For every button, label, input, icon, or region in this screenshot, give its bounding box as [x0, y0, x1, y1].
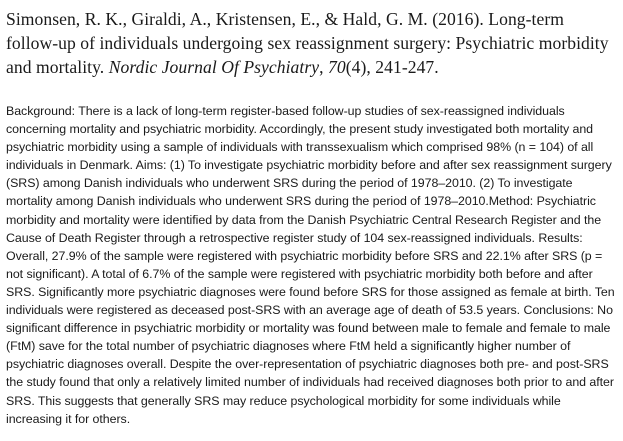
citation: Simonsen, R. K., Giraldi, A., Kristensen, E., & Hald, G. M. (2016). Long-term follow-up of individuals undergoing sex reassignment surgery: Psychiatric morbidity and mortality. Nordic Journal Of Psychiatry, 70(4), 241-247. — [6, 9, 609, 77]
abstract-text: Background: There is a lack of long-term register-based follow-up studies of sex-reassigned individuals concerning mortality and psychiatric morbidity. Accordingly, the present study investigated both mortality and psychiatric morbidity using a sample of individuals with transsexualism which comprised 98% (n = 104) of all individuals in Denmark. Aims: (1) To investigate psychiatric morbidity before and after sex reassignment surgery (SRS) among Danish individuals who underwent SRS during the period of 1978–2010. (2) To investigate mortality among Danish individuals who underwent SRS during the period of 1978–2010.Method: Psychiatric morbidity and mortality were identified by data from the Danish Psychiatric Central Research Register and the Cause of Death Register through a retrospective register study of 104 sex-reassigned individuals. Results: Overall, 27.9% of the sample were registered with psychiatric morbidity before SRS and 22.1% after SRS (p = not significant). A total of 6.7% of the sample were registered with psychiatric morbidity both before and after SRS. Significantly more psychiatric diagnoses were found before SRS for those assigned as female at birth. Ten individuals were registered as deceased post-SRS with an average age of death of 53.5 years. Conclusions: No significant difference in psychiatric morbidity or mortality was found between male to female and female to male (FtM) save for the total number of psychiatric diagnoses where FtM held a significantly higher number of psychiatric diagnoses overall. Despite the over-representation of psychiatric diagnoses both pre- and post-SRS the study found that only a relatively limited number of individuals had received diagnoses both prior to and after SRS. This suggests that generally SRS may reduce psychological morbidity for some individuals while increasing it for others. — [6, 104, 615, 426]
citation-journal: Nordic Journal Of Psychiatry — [108, 57, 320, 77]
citation-authors-title: Simonsen, R. K., Giraldi, A., Kristensen, E., & Hald, G. M. (2016). Long-term follow-up of individuals undergoing sex reassignment surgery: Psychiatric morbidity and mortality. — [6, 9, 609, 77]
citation-issue-pages: (4), 241-247. — [345, 57, 439, 77]
citation-volume: 70 — [328, 57, 346, 77]
